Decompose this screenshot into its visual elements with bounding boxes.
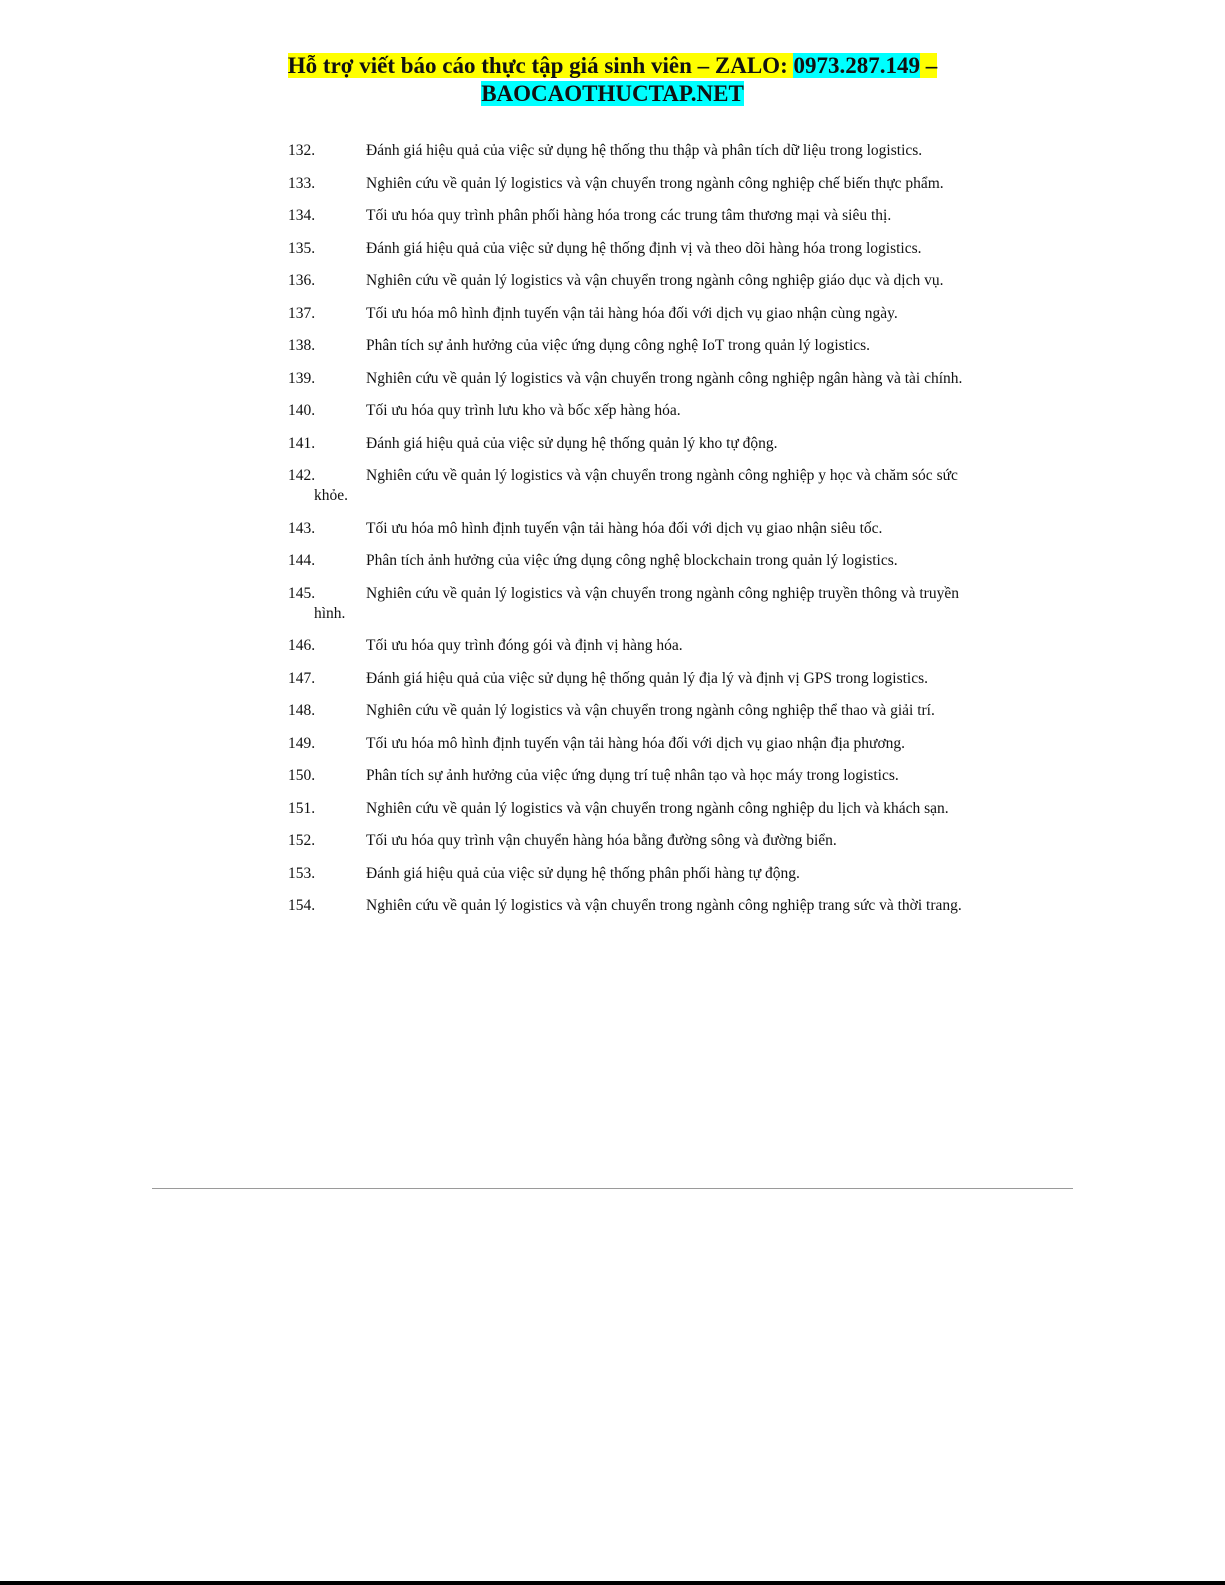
- list-item-text: Đánh giá hiệu quả của việc sử dụng hệ thống quản lý kho tự động.: [366, 434, 778, 452]
- page-bottom-edge: [0, 1581, 1225, 1585]
- list-item-text: Nghiên cứu về quản lý logistics và vận chuyển trong ngành công nghiệp thể thao và giải trí.: [366, 702, 935, 719]
- list-item-text: Tối ưu hóa mô hình định tuyến vận tải hàng hóa đối với dịch vụ giao nhận địa phương.: [366, 734, 906, 752]
- header-dash: –: [919, 53, 938, 78]
- list-item: [288, 799, 963, 819]
- list-item: [288, 831, 963, 851]
- list-item-number: 144.: [288, 552, 316, 569]
- list-item-number: 148.: [288, 702, 316, 719]
- list-item: [288, 766, 963, 786]
- list-item: [288, 336, 963, 356]
- list-item-text: Tối ưu hóa quy trình vận chuyển hàng hóa bằng đường sông và đường biển.: [366, 832, 837, 849]
- list-item: [288, 174, 963, 194]
- list-item-text: Nghiên cứu về quản lý logistics và vận chuyển trong ngành công nghiệp giáo dục và dịch vụ.: [366, 272, 944, 289]
- list-item-number: 138.: [288, 337, 316, 354]
- list-item-text: Nghiên cứu về quản lý logistics và vận chuyển trong ngành công nghiệp trang sức và thời trang.: [366, 897, 962, 914]
- list-item-number: 152.: [288, 832, 316, 849]
- list-item-number: 134.: [288, 207, 316, 224]
- list-item: [288, 369, 963, 389]
- header-line-1: [0, 52, 1225, 80]
- list-item: [288, 519, 963, 539]
- page-divider: [152, 1188, 1073, 1189]
- list-item-text: Tối ưu hóa quy trình phân phối hàng hóa trong các trung tâm thương mại và siêu thị.: [366, 207, 892, 224]
- header-phone: 0973.287.149: [793, 53, 920, 78]
- list-item-text: Nghiên cứu về quản lý logistics và vận chuyển trong ngành công nghiệp ngân hàng và tài chính.: [366, 369, 963, 387]
- list-item-text: Đánh giá hiệu quả của việc sử dụng hệ thống thu thập và phân tích dữ liệu trong logistics.: [366, 142, 923, 159]
- list-item-number: 147.: [288, 669, 316, 687]
- list-item-number: 132.: [288, 142, 316, 159]
- list-item: [288, 206, 963, 226]
- list-item-text: Tối ưu hóa mô hình định tuyến vận tải hàng hóa đối với dịch vụ giao nhận cùng ngày.: [366, 304, 898, 322]
- list-item: [288, 141, 963, 161]
- list-item-text: Đánh giá hiệu quả của việc sử dụng hệ thống định vị và theo dõi hàng hóa trong logistics.: [366, 239, 922, 257]
- list-item-number: 140.: [288, 402, 316, 419]
- list-item: [288, 669, 963, 689]
- list-item: [288, 239, 963, 259]
- list-item: [288, 584, 963, 624]
- list-item-number: 154.: [288, 897, 316, 914]
- list-item: [288, 271, 963, 291]
- list-item: [288, 304, 963, 324]
- topic-list: [288, 141, 963, 929]
- list-item-text: Phân tích sự ảnh hưởng của việc ứng dụng trí tuệ nhân tạo và học máy trong logistics.: [366, 767, 899, 784]
- list-item-number: 150.: [288, 767, 316, 784]
- list-item: [288, 401, 963, 421]
- list-item-number: 143.: [288, 519, 316, 537]
- list-item-number: 136.: [288, 272, 316, 289]
- list-item-number: 133.: [288, 174, 316, 192]
- list-item: [288, 864, 963, 884]
- list-item: [288, 701, 963, 721]
- list-item-number: 145.: [288, 584, 316, 602]
- list-item-number: 135.: [288, 239, 316, 257]
- list-item-number: 146.: [288, 637, 316, 654]
- header-support-text: Hỗ trợ viết báo cáo thực tập giá sinh viên – ZALO:: [287, 53, 794, 78]
- page-header: [0, 52, 1225, 108]
- list-item: [288, 466, 963, 506]
- list-item: [288, 636, 963, 656]
- list-item-number: 142.: [288, 467, 316, 484]
- list-item-text: Nghiên cứu về quản lý logistics và vận chuyển trong ngành công nghiệp y học và chăm sóc sức khỏe.: [314, 467, 958, 504]
- list-item-text: Nghiên cứu về quản lý logistics và vận chuyển trong ngành công nghiệp truyền thông và truyền hình.: [314, 584, 959, 622]
- header-line-2: [0, 80, 1225, 108]
- list-item-text: Phân tích sự ảnh hưởng của việc ứng dụng công nghệ IoT trong quản lý logistics.: [366, 337, 871, 354]
- list-item: [288, 734, 963, 754]
- list-item-text: Đánh giá hiệu quả của việc sử dụng hệ thống quản lý địa lý và định vị GPS trong logistics.: [366, 669, 929, 687]
- list-item-text: Nghiên cứu về quản lý logistics và vận chuyển trong ngành công nghiệp chế biến thực phẩm.: [366, 174, 944, 192]
- list-item-number: 141.: [288, 434, 316, 452]
- list-item-number: 151.: [288, 799, 316, 817]
- list-item-text: Tối ưu hóa quy trình đóng gói và định vị hàng hóa.: [366, 637, 683, 654]
- list-item: [288, 896, 963, 916]
- list-item-text: Nghiên cứu về quản lý logistics và vận chuyển trong ngành công nghiệp du lịch và khách sạn.: [366, 799, 949, 817]
- list-item-text: Đánh giá hiệu quả của việc sử dụng hệ thống phân phối hàng tự động.: [366, 864, 800, 882]
- list-item-text: Tối ưu hóa quy trình lưu kho và bốc xếp hàng hóa.: [366, 402, 681, 419]
- list-item-text: Phân tích ảnh hưởng của việc ứng dụng công nghệ blockchain trong quản lý logistics.: [366, 552, 898, 569]
- list-item-text: Tối ưu hóa mô hình định tuyến vận tải hàng hóa đối với dịch vụ giao nhận siêu tốc.: [366, 519, 883, 537]
- list-item-number: 139.: [288, 369, 316, 387]
- list-item-number: 153.: [288, 864, 316, 882]
- list-item-number: 149.: [288, 734, 316, 752]
- header-site: BAOCAOTHUCTAP.NET: [481, 81, 744, 106]
- list-item: [288, 551, 963, 571]
- list-item-number: 137.: [288, 304, 316, 322]
- list-item: [288, 434, 963, 454]
